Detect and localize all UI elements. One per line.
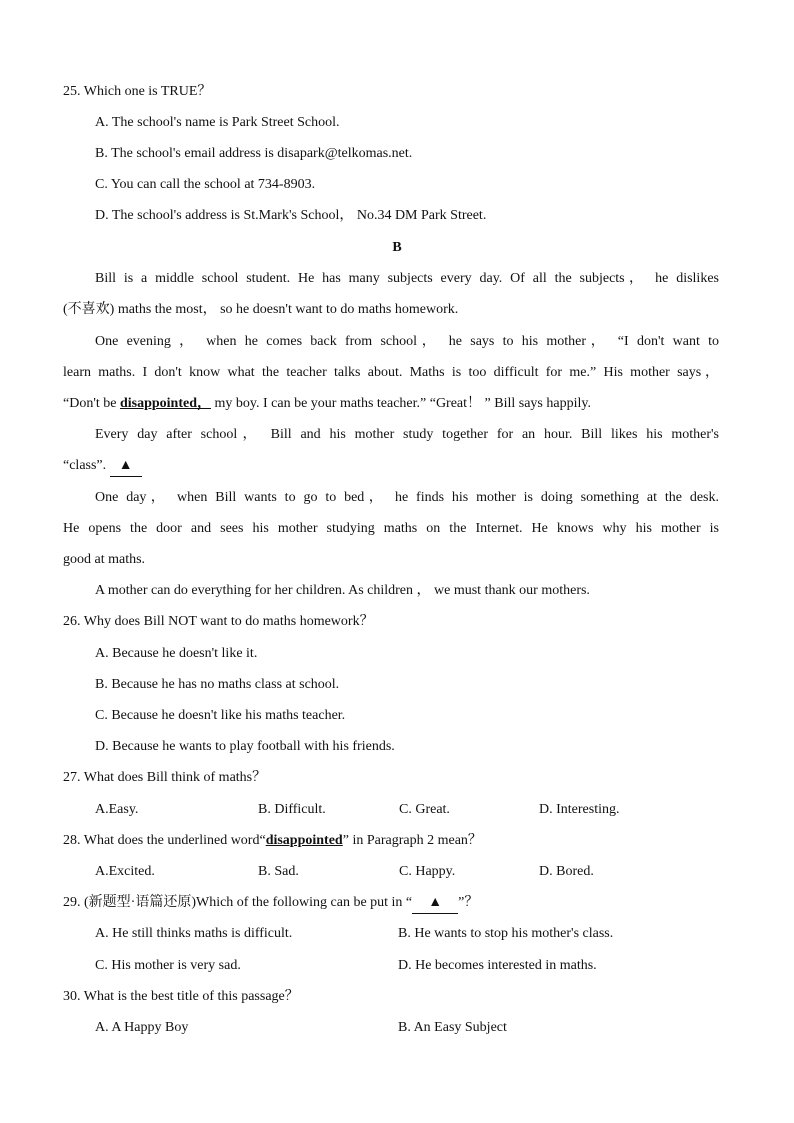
passage-text: “Don't be bbox=[63, 396, 120, 411]
passage-p4-line3: good at maths. bbox=[63, 552, 146, 567]
answer-blank: ▲ bbox=[110, 456, 142, 477]
question-26-option-d: D. Because he wants to play football with his friends. bbox=[95, 739, 395, 754]
question-25-option-a: A. The school's name is Park Street School. bbox=[95, 115, 340, 130]
question-29-option-b: B. He wants to stop his mother's class. bbox=[398, 926, 614, 941]
underlined-word: disappointed bbox=[265, 833, 343, 848]
question-26-option-a: A. Because he doesn't like it. bbox=[95, 646, 258, 661]
question-27-option-d: D. Interesting. bbox=[539, 802, 620, 817]
passage-p5-line1: A mother can do everything for her children. As children ， we must thank our mothers. bbox=[95, 583, 590, 598]
question-28-option-b: B. Sad. bbox=[258, 864, 299, 879]
question-26-option-c: C. Because he doesn't like his maths teacher. bbox=[95, 708, 346, 723]
passage-p4-line2: He opens the door and sees his mother studying maths on the Internet. He knows why his mother is bbox=[63, 521, 719, 536]
answer-blank: ▲ bbox=[412, 893, 458, 914]
question-25-option-b: B. The school's email address is disapark@telkomas.net. bbox=[95, 146, 413, 161]
question-28-option-d: D. Bored. bbox=[539, 864, 594, 879]
passage-p1-line1: Bill is a middle school student. He has many subjects every day. Of all the subjects， he dislikes bbox=[95, 271, 719, 286]
section-b-heading: B bbox=[392, 240, 402, 255]
question-27-option-c: C. Great. bbox=[399, 802, 450, 817]
passage-p4-line1: One day， when Bill wants to go to bed， he finds his mother is doing something at the desk. bbox=[95, 490, 719, 505]
question-25-option-d: D. The school's address is St.Mark's School， No.34 DM Park Street. bbox=[95, 208, 487, 223]
question-27-stem: 27. What does Bill think of maths？ bbox=[63, 770, 267, 785]
passage-p3-line1: Every day after school， Bill and his mother study together for an hour. Bill likes his mother's bbox=[95, 427, 719, 442]
question-25-stem: 25. Which one is TRUE？ bbox=[63, 84, 212, 99]
question-25-option-c: C. You can call the school at 734-8903. bbox=[95, 177, 316, 192]
passage-p3-line2 bbox=[63, 456, 142, 477]
passage-p2-line1: One evening ， when he comes back from school， he says to his mother， “I don't want to bbox=[95, 334, 719, 349]
question-30-stem: 30. What is the best title of this passage？ bbox=[63, 989, 299, 1004]
question-text: 28. What does the underlined word“ bbox=[63, 833, 266, 848]
question-29-option-a: A. He still thinks maths is difficult. bbox=[95, 926, 293, 941]
question-28-option-c: C. Happy. bbox=[399, 864, 456, 879]
question-29-option-d: D. He becomes interested in maths. bbox=[398, 958, 597, 973]
question-27-option-a: A.Easy. bbox=[95, 802, 139, 817]
question-30-option-a: A. A Happy Boy bbox=[95, 1020, 189, 1035]
question-29-option-c: C. His mother is very sad. bbox=[95, 958, 241, 973]
question-28-option-a: A.Excited. bbox=[95, 864, 155, 879]
question-text: ” in Paragraph 2 mean？ bbox=[342, 833, 482, 848]
underlined-word: disappointed， bbox=[119, 396, 211, 411]
question-26-stem: 26. Why does Bill NOT want to do maths homework？ bbox=[63, 614, 374, 629]
passage-p2-line3 bbox=[63, 394, 591, 414]
question-29-stem bbox=[63, 893, 478, 914]
passage-text: “class”. bbox=[63, 458, 110, 473]
passage-p1-line2: (不喜欢) maths the most， so he doesn't want to do maths homework. bbox=[63, 302, 459, 317]
question-text: ”？ bbox=[458, 895, 479, 910]
question-28-stem bbox=[63, 831, 482, 851]
question-30-option-b: B. An Easy Subject bbox=[398, 1020, 507, 1035]
passage-text: my boy. I can be your maths teacher.” “Great！ ” Bill says happily. bbox=[211, 396, 591, 411]
question-text: 29. (新题型·语篇还原)Which of the following can be put in “ bbox=[63, 895, 413, 910]
passage-p2-line2: learn maths. I don't know what the teacher talks about. Maths is too difficult for me.” His mother says， bbox=[63, 365, 719, 380]
question-26-option-b: B. Because he has no maths class at school. bbox=[95, 677, 340, 692]
question-27-option-b: B. Difficult. bbox=[258, 802, 326, 817]
